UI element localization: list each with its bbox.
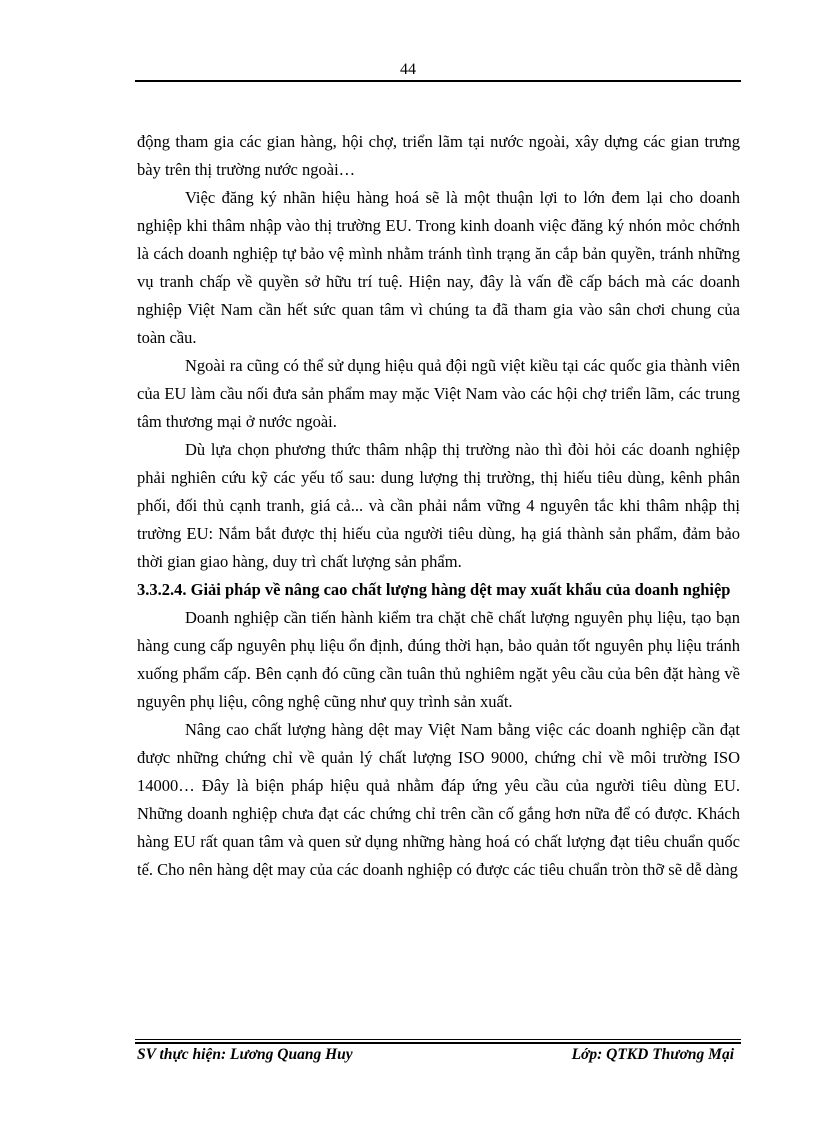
paragraph-trademark-registration: Việc đăng ký nhãn hiệu hàng hoá sẽ là một thuận lợi to lớn đem lại cho doanh nghiệp khi thâm nhập vào thị trường EU. Trong kinh doanh việc đăng ký nhón mỏc chớnh là cách doanh nghiệp tự bảo vệ mình nhằm tránh tình trạng ăn cắp bản quyền, tránh những vụ tranh chấp về quyền sở hữu trí tuệ. Hiện nay, đây là vấn đề cấp bách mà các doanh nghiệp Việt Nam cần hết sức quan tâm vì chúng ta đã tham gia vào sân chơi chung của toàn cầu. — [137, 188, 740, 347]
paragraph-continuation: động tham gia các gian hàng, hội chợ, triển lãm tại nước ngoài, xây dựng các gian trưng bày trên thị trường nước ngoài… — [137, 132, 740, 179]
header-rule — [135, 80, 741, 82]
footer-author: SV thực hiện: Lương Quang Huy — [137, 1046, 353, 1063]
paragraph-quality-control: Doanh nghiệp cần tiến hành kiểm tra chặt chẽ chất lượng nguyên phụ liệu, tạo bạn hàng cung cấp nguyên phụ liệu ổn định, đúng thời hạn, bảo quản tốt nguyên phụ liệu tránh xuống phẩm cấp. Bên cạnh đó cũng cần tuân thủ nghiêm ngặt yêu cầu của bên đặt hàng về nguyên phụ liệu, công nghệ cũng như quy trình sản xuất. — [137, 608, 740, 711]
section-heading: 3.3.2.4. Giải pháp về nâng cao chất lượng hàng dệt may xuất khẩu của doanh nghiệp — [137, 580, 731, 599]
paragraph-overseas-vietnamese: Ngoài ra cũng có thể sử dụng hiệu quả đội ngũ việt kiều tại các quốc gia thành viên của EU làm cầu nối đưa sản phẩm may mặc Việt Nam vào các hội chợ triển lãm, các trung tâm thương mại ở nước ngoài. — [137, 356, 740, 431]
footer-class: Lớp: QTKD Thương Mại — [571, 1046, 734, 1063]
page-number: 44 — [400, 61, 416, 78]
paragraph-iso-certification: Nâng cao chất lượng hàng dệt may Việt Nam bằng việc các doanh nghiệp cần đạt được những chứng chỉ về quản lý chất lượng ISO 9000, chứng chỉ về môi trường ISO 14000… Đây là biện pháp hiệu quả nhằm đáp ứng yêu cầu của người tiêu dùng EU. Những doanh nghiệp chưa đạt các chứng chỉ trên cần cố gắng hơn nữa để có được. Khách hàng EU rất quan tâm và quen sử dụng những hàng hoá có chất lượng đạt tiêu chuẩn quốc tế. Cho nên hàng dệt may của các doanh nghiệp có được các tiêu chuẩn tròn thỡ sẽ dễ dàng — [137, 720, 740, 879]
document-body — [137, 128, 740, 884]
paragraph-market-entry: Dù lựa chọn phương thức thâm nhập thị trường nào thì đòi hỏi các doanh nghiệp phải nghiên cứu kỹ các yếu tố sau: dung lượng thị trường, thị hiếu tiêu dùng, kênh phân phối, đối thủ cạnh tranh, giá cả... và cần phải nắm vững 4 nguyên tắc khi thâm nhập thị trường EU: Nắm bắt được thị hiếu của người tiêu dùng, hạ giá thành sản phẩm, đảm bảo thời gian giao hàng, duy trì chất lượng sản phẩm. — [137, 440, 740, 571]
footer-rule-thin — [135, 1039, 741, 1040]
